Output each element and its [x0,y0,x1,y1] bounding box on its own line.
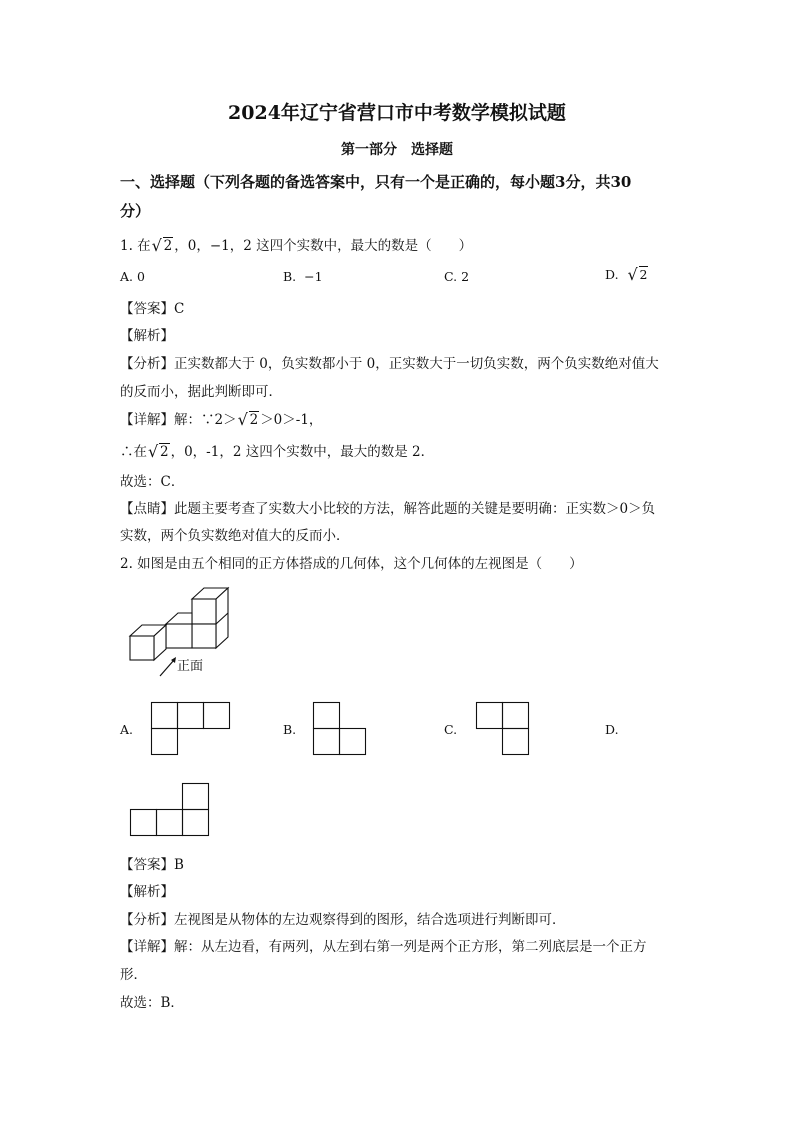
square [314,729,340,755]
q1-analysis-head: 【解析】 [120,328,174,344]
part-subtitle: 第一部分 选择题 [341,142,453,158]
q2-option-c-figure [476,702,529,755]
q1-option-c: C. 2 [444,269,470,284]
cube-top-face [166,613,192,624]
q2-option-d-label: D. [605,722,619,737]
q1-fenxi-line2: 的反而小，据此判断即可． [120,384,282,400]
q1-stem-post: ，0，−1，2 这四个实数中，最大的数是（ ） [174,238,473,254]
cube-front-face [130,636,154,660]
q1-option-b [283,269,323,284]
q1-stem-sqrt: 2 [163,238,173,254]
q2-choose: 故选：B． [120,995,184,1011]
q1-answer: 【答案】C [120,301,185,317]
section-heading-line1: 一、选择题（下列各题的备选答案中，只有一个是正确的，每小题3分，共30 [120,173,632,191]
square [503,703,529,729]
q2-stem: 2. 如图是由五个相同的正方体搭成的几何体，这个几何体的左视图是（ ） [120,556,583,572]
q1-therefore [120,440,434,460]
q1-xiangjie [120,408,322,428]
q1-dianjing-line2: 实数，两个负实数绝对值大的反而小． [120,528,350,544]
square [340,729,366,755]
q2-answer: 【答案】B [120,857,184,873]
sqrt-symbol [238,412,260,428]
q1-option-b-value: −1 [304,269,323,284]
q2-xiangjie-line2: 形． [120,967,147,983]
section-heading-line2: 分） [120,202,151,220]
square [503,729,529,755]
q1-option-d-sqrt: 2 [639,267,648,282]
q2-xiangjie-line1: 【详解】解：从左边看，有两列，从左到右第一列是两个正方形，第二列底层是一个正方 [120,939,647,955]
sqrt-symbol [148,444,170,460]
sqrt-symbol [628,267,649,282]
q2-option-c-label: C. [444,722,458,737]
q1-therefore-sqrt: 2 [160,444,169,460]
square [178,703,204,729]
q1-therefore-pre: ∴在 [120,444,147,460]
q1-option-d [605,267,649,282]
q2-analysis-head: 【解析】 [120,884,174,900]
q1-xiangjie-sqrt: 2 [249,412,259,428]
q1-xiangjie-post: ＞0＞-1， [260,412,323,428]
square [183,784,209,810]
q1-option-a: A. 0 [120,269,145,284]
q2-option-a-figure [151,702,230,755]
q1-stem [120,234,472,254]
square [477,703,503,729]
q1-choose: 故选：C． [120,474,185,490]
q1-dianjing-line1: 【点睛】此题主要考查了实数大小比较的方法，解答此题的关键是要明确：正实数＞0＞负 [120,501,656,517]
q1-xiangjie-pre: 【详解】解：∵2＞ [120,412,237,428]
q1-fenxi-line1: 【分析】正实数都大于 0，负实数都小于 0，正实数大于一切负实数，两个负实数绝对值大 [120,356,659,372]
q2-fenxi: 【分析】左视图是从物体的左边观察得到的图形，结合选项进行判断即可． [120,912,566,928]
cube-front-face [192,599,216,624]
square [204,703,230,729]
q2-option-a-label: A. [120,722,134,737]
page-title: 2024年辽宁省营口市中考数学模拟试题 [228,102,566,124]
q1-option-b-label: B. [283,269,297,284]
q2-option-d-figure [130,783,209,836]
q1-stem-pre: 1. 在 [120,238,151,254]
square [152,729,178,755]
q2-option-b-figure [313,702,366,755]
square [131,810,157,836]
front-label: 正面 [177,659,204,674]
square [157,810,183,836]
square [314,703,340,729]
square [183,810,209,836]
cube-front-face [166,624,192,648]
q1-option-d-label: D. [605,267,619,282]
sqrt-symbol [152,238,174,254]
square [152,703,178,729]
view-arrow [160,660,174,676]
q2-option-b-label: B. [283,722,297,737]
q1-therefore-post: ，0，-1，2 这四个实数中，最大的数是 2． [170,444,435,460]
cube-front-face [192,624,216,648]
